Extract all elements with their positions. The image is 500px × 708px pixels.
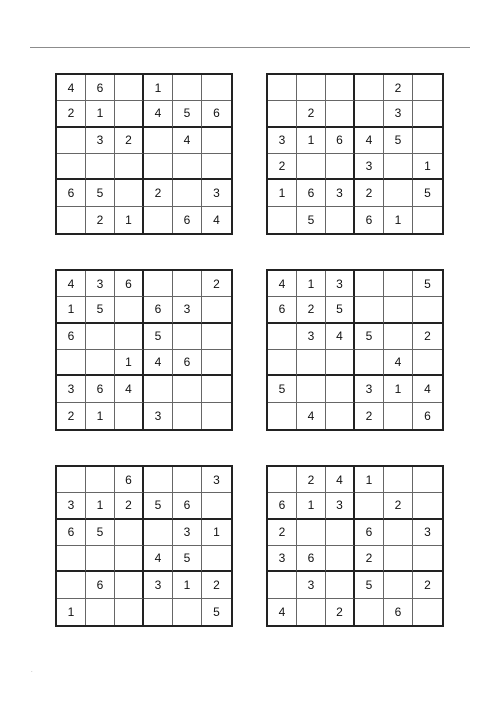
sudoku-cell[interactable]: 3 (326, 180, 355, 206)
sudoku-cell[interactable]: 6 (173, 207, 202, 233)
sudoku-cell[interactable] (115, 403, 144, 429)
sudoku-cell[interactable] (144, 599, 173, 625)
sudoku-cell[interactable] (173, 599, 202, 625)
sudoku-cell[interactable]: 1 (57, 599, 86, 625)
sudoku-cell[interactable]: 6 (355, 207, 384, 233)
sudoku-cell[interactable]: 3 (413, 520, 442, 546)
sudoku-cell[interactable] (268, 207, 297, 233)
sudoku-cell[interactable] (57, 350, 86, 376)
sudoku-cell[interactable] (173, 75, 202, 101)
sudoku-cell[interactable]: 4 (355, 128, 384, 154)
sudoku-cell[interactable] (57, 154, 86, 180)
sudoku-cell[interactable]: 5 (86, 180, 115, 206)
sudoku-cell[interactable]: 2 (202, 271, 231, 297)
sudoku-cell[interactable] (268, 350, 297, 376)
sudoku-cell[interactable] (115, 180, 144, 206)
sudoku-cell[interactable]: 1 (86, 101, 115, 127)
sudoku-cell[interactable]: 6 (115, 467, 144, 493)
sudoku-cell[interactable] (173, 403, 202, 429)
sudoku-cell[interactable] (413, 101, 442, 127)
sudoku-cell[interactable] (297, 75, 326, 101)
sudoku-cell[interactable]: 1 (115, 350, 144, 376)
sudoku-cell[interactable] (115, 520, 144, 546)
sudoku-cell[interactable]: 6 (424, 408, 431, 423)
sudoku-cell[interactable] (86, 324, 115, 350)
sudoku-cell[interactable] (268, 403, 297, 429)
sudoku-cell[interactable]: 2 (413, 324, 442, 350)
sudoku-cell[interactable]: 4 (144, 546, 173, 572)
sudoku-cell[interactable] (384, 520, 413, 546)
sudoku-grid-3 (55, 269, 233, 431)
footer-mark: . (31, 668, 33, 674)
sudoku-cell[interactable]: 1 (144, 75, 173, 101)
sudoku-cell[interactable]: 5 (268, 376, 297, 402)
sudoku-cell[interactable]: 1 (57, 297, 86, 323)
sudoku-cell[interactable]: 2 (57, 403, 86, 429)
sudoku-cell[interactable]: 6 (384, 599, 413, 625)
sudoku-cell[interactable] (326, 376, 355, 402)
sudoku-cell[interactable] (202, 546, 231, 572)
top-divider (30, 47, 470, 48)
sudoku-cell[interactable]: 1 (297, 128, 326, 154)
sudoku-cell[interactable] (326, 520, 355, 546)
sudoku-cell[interactable]: 3 (202, 180, 231, 206)
sudoku-cell[interactable]: 3 (297, 572, 326, 598)
sudoku-cell[interactable] (57, 207, 86, 233)
sudoku-cell[interactable] (144, 154, 173, 180)
sudoku-cell[interactable]: 4 (326, 324, 355, 350)
sudoku-cell[interactable] (326, 350, 355, 376)
sudoku-cell[interactable] (384, 271, 413, 297)
sudoku-cell[interactable]: 4 (144, 101, 173, 127)
sudoku-cell[interactable] (384, 154, 413, 180)
sudoku-cell[interactable] (413, 297, 442, 323)
sudoku-cell[interactable]: 5 (213, 604, 220, 619)
sudoku-cell[interactable] (144, 520, 173, 546)
sudoku-cell[interactable] (326, 101, 355, 127)
sudoku-cell[interactable] (202, 297, 231, 323)
sudoku-cell[interactable]: 6 (297, 180, 326, 206)
sudoku-cell[interactable]: 6 (355, 520, 384, 546)
sudoku-cell[interactable]: 1 (115, 207, 144, 233)
sudoku-cell[interactable]: 3 (86, 128, 115, 154)
sudoku-cell[interactable] (355, 297, 384, 323)
sudoku-cell[interactable] (413, 493, 442, 519)
sudoku-cell[interactable]: 4 (144, 350, 173, 376)
sudoku-cell[interactable]: 2 (297, 297, 326, 323)
sudoku-cell[interactable]: 6 (268, 297, 297, 323)
sudoku-cell[interactable]: 2 (413, 572, 442, 598)
sudoku-cell[interactable]: 1 (297, 271, 326, 297)
sudoku-cell[interactable] (115, 297, 144, 323)
sudoku-cell[interactable] (144, 376, 173, 402)
sudoku-grid-6 (266, 465, 444, 627)
sudoku-cell[interactable] (115, 572, 144, 598)
sudoku-cell[interactable]: 2 (268, 520, 297, 546)
sudoku-cell[interactable] (413, 75, 442, 101)
sudoku-cell[interactable]: 3 (173, 297, 202, 323)
sudoku-cell[interactable]: 2 (57, 101, 86, 127)
sudoku-cell[interactable]: 6 (173, 493, 202, 519)
sudoku-cell[interactable] (384, 467, 413, 493)
sudoku-cell[interactable]: 4 (297, 403, 326, 429)
sudoku-cell[interactable]: 4 (326, 467, 355, 493)
sudoku-cell[interactable]: 6 (297, 546, 326, 572)
sudoku-cell[interactable]: 3 (202, 467, 231, 493)
sudoku-cell[interactable]: 2 (355, 403, 384, 429)
sudoku-cell[interactable]: 4 (268, 599, 297, 625)
sudoku-cell[interactable]: 4 (213, 212, 220, 227)
sudoku-cell[interactable]: 3 (268, 546, 297, 572)
sudoku-cell[interactable] (57, 546, 86, 572)
sudoku-cell[interactable] (268, 324, 297, 350)
sudoku-cell[interactable]: 6 (86, 75, 115, 101)
sudoku-cell[interactable] (86, 154, 115, 180)
sudoku-cell[interactable]: 3 (355, 154, 384, 180)
sudoku-cell[interactable]: 5 (355, 572, 384, 598)
sudoku-cell[interactable]: 2 (297, 101, 326, 127)
sudoku-cell[interactable] (144, 207, 173, 233)
sudoku-cell[interactable] (355, 350, 384, 376)
sudoku-cell[interactable]: 1 (384, 207, 413, 233)
sudoku-cell[interactable]: 6 (86, 376, 115, 402)
sudoku-cell[interactable]: 6 (173, 350, 202, 376)
sudoku-cell[interactable]: 3 (57, 493, 86, 519)
sudoku-cell[interactable]: 5 (326, 297, 355, 323)
sudoku-cell[interactable]: 4 (173, 128, 202, 154)
sudoku-cell[interactable] (384, 324, 413, 350)
sudoku-cell[interactable] (115, 546, 144, 572)
sudoku-cell[interactable] (268, 75, 297, 101)
sudoku-cell[interactable] (297, 350, 326, 376)
sudoku-cell[interactable]: 1 (202, 520, 231, 546)
sudoku-cell[interactable]: 2 (268, 154, 297, 180)
sudoku-cell[interactable]: 2 (355, 180, 384, 206)
sudoku-cell[interactable]: 4 (268, 271, 297, 297)
sudoku-cell[interactable] (355, 493, 384, 519)
sudoku-grid-4 (266, 269, 444, 431)
sudoku-cell[interactable] (144, 271, 173, 297)
sudoku-grid-5 (55, 465, 233, 627)
sudoku-cell[interactable]: 3 (144, 403, 173, 429)
sudoku-cell[interactable]: 5 (173, 101, 202, 127)
sudoku-cell[interactable]: 3 (144, 572, 173, 598)
sudoku-cell[interactable] (413, 128, 442, 154)
sudoku-cell[interactable] (115, 599, 144, 625)
sudoku-cell[interactable]: 5 (413, 271, 442, 297)
sudoku-cell[interactable]: 6 (115, 271, 144, 297)
sudoku-cell[interactable]: 6 (86, 572, 115, 598)
sudoku-cell[interactable] (144, 128, 173, 154)
sudoku-cell[interactable] (384, 403, 413, 429)
sudoku-cell[interactable] (86, 546, 115, 572)
sudoku-cell[interactable] (202, 128, 231, 154)
sudoku-cell[interactable] (268, 101, 297, 127)
sudoku-cell[interactable] (413, 467, 442, 493)
sudoku-cell[interactable]: 5 (384, 128, 413, 154)
sudoku-cell[interactable] (202, 493, 231, 519)
sudoku-cell[interactable]: 1 (297, 493, 326, 519)
sudoku-cell[interactable] (115, 154, 144, 180)
sudoku-cell[interactable]: 5 (297, 207, 326, 233)
sudoku-cell[interactable]: 3 (326, 493, 355, 519)
sudoku-cell[interactable]: 6 (268, 493, 297, 519)
sudoku-cell[interactable] (384, 180, 413, 206)
sudoku-cell[interactable]: 5 (86, 297, 115, 323)
sudoku-cell[interactable]: 5 (173, 546, 202, 572)
sudoku-cell[interactable] (326, 75, 355, 101)
sudoku-cell[interactable]: 1 (268, 180, 297, 206)
sudoku-cell[interactable] (326, 403, 355, 429)
sudoku-cell[interactable]: 2 (115, 493, 144, 519)
sudoku-cell[interactable]: 2 (115, 128, 144, 154)
sudoku-cell[interactable]: 6 (326, 128, 355, 154)
sudoku-cell[interactable]: 2 (384, 493, 413, 519)
sudoku-cell[interactable] (202, 75, 231, 101)
sudoku-cell[interactable]: 1 (413, 154, 442, 180)
sudoku-cell[interactable] (326, 572, 355, 598)
sudoku-cell[interactable] (57, 128, 86, 154)
sudoku-cell[interactable]: 4 (384, 350, 413, 376)
sudoku-cell[interactable] (173, 180, 202, 206)
sudoku-cell[interactable]: 4 (115, 376, 144, 402)
sudoku-cell[interactable]: 4 (57, 75, 86, 101)
sudoku-cell[interactable] (355, 599, 384, 625)
sudoku-cell[interactable]: 1 (384, 376, 413, 402)
sudoku-cell[interactable] (202, 376, 231, 402)
sudoku-cell[interactable]: 1 (355, 467, 384, 493)
sudoku-cell[interactable]: 2 (202, 572, 231, 598)
sudoku-cell[interactable]: 6 (57, 180, 86, 206)
sudoku-cell[interactable] (173, 271, 202, 297)
sudoku-cell[interactable]: 5 (144, 324, 173, 350)
sudoku-cell[interactable] (326, 207, 355, 233)
sudoku-cell[interactable]: 5 (86, 520, 115, 546)
sudoku-cell[interactable] (57, 572, 86, 598)
sudoku-cell[interactable]: 2 (355, 546, 384, 572)
sudoku-cell[interactable] (86, 350, 115, 376)
sudoku-cell[interactable] (57, 467, 86, 493)
sudoku-cell[interactable] (355, 101, 384, 127)
sudoku-cell[interactable] (173, 376, 202, 402)
sudoku-cell[interactable] (86, 467, 115, 493)
sudoku-cell[interactable] (355, 75, 384, 101)
sudoku-cell[interactable] (86, 599, 115, 625)
sudoku-cell[interactable] (355, 271, 384, 297)
sudoku-cell[interactable] (202, 324, 231, 350)
sudoku-cell[interactable] (268, 572, 297, 598)
sudoku-cell[interactable]: 1 (86, 493, 115, 519)
sudoku-cell[interactable] (326, 546, 355, 572)
sudoku-cell[interactable] (202, 403, 231, 429)
sudoku-cell[interactable]: 1 (173, 572, 202, 598)
sudoku-cell[interactable]: 5 (355, 324, 384, 350)
sudoku-cell[interactable]: 3 (355, 376, 384, 402)
sudoku-cell[interactable] (297, 376, 326, 402)
sudoku-cell[interactable] (173, 467, 202, 493)
sudoku-cell[interactable]: 6 (57, 520, 86, 546)
sudoku-cell[interactable] (297, 154, 326, 180)
sudoku-cell[interactable] (144, 467, 173, 493)
sudoku-cell[interactable] (115, 75, 144, 101)
sudoku-cell[interactable] (384, 572, 413, 598)
sudoku-cell[interactable]: 5 (413, 180, 442, 206)
sudoku-cell[interactable] (297, 599, 326, 625)
sudoku-cell[interactable] (413, 350, 442, 376)
sudoku-cell[interactable] (326, 154, 355, 180)
sudoku-cell[interactable]: 3 (326, 271, 355, 297)
sudoku-cell[interactable]: 3 (384, 101, 413, 127)
sudoku-cell[interactable] (202, 350, 231, 376)
sudoku-cell[interactable] (173, 324, 202, 350)
sudoku-cell[interactable]: 1 (86, 403, 115, 429)
sudoku-cell[interactable]: 3 (268, 128, 297, 154)
sudoku-cell[interactable]: 6 (202, 101, 231, 127)
sudoku-cell[interactable] (413, 599, 442, 625)
sudoku-cell[interactable] (173, 154, 202, 180)
sudoku-grid-1 (55, 73, 233, 235)
sudoku-cell[interactable]: 3 (173, 520, 202, 546)
sudoku-cell[interactable]: 3 (297, 324, 326, 350)
sudoku-cell[interactable]: 2 (297, 467, 326, 493)
sudoku-cell[interactable]: 6 (57, 324, 86, 350)
sudoku-cell[interactable]: 2 (144, 180, 173, 206)
sudoku-cell[interactable]: 4 (57, 271, 86, 297)
sudoku-cell[interactable]: 3 (57, 376, 86, 402)
sudoku-cell[interactable] (384, 297, 413, 323)
sudoku-cell[interactable] (384, 546, 413, 572)
sudoku-cell[interactable] (202, 154, 231, 180)
sudoku-cell[interactable] (297, 520, 326, 546)
sudoku-cell[interactable]: 5 (144, 493, 173, 519)
sudoku-cell[interactable]: 6 (144, 297, 173, 323)
sudoku-grid-2 (266, 73, 444, 235)
sudoku-cell[interactable]: 2 (86, 207, 115, 233)
sudoku-cell[interactable]: 2 (384, 75, 413, 101)
sudoku-cell[interactable]: 3 (86, 271, 115, 297)
sudoku-cell[interactable]: 4 (413, 376, 442, 402)
sudoku-cell[interactable] (413, 207, 442, 233)
sudoku-cell[interactable] (268, 467, 297, 493)
sudoku-cell[interactable] (115, 324, 144, 350)
sudoku-cell[interactable] (413, 546, 442, 572)
sudoku-cell[interactable]: 2 (326, 599, 355, 625)
sudoku-cell[interactable] (115, 101, 144, 127)
